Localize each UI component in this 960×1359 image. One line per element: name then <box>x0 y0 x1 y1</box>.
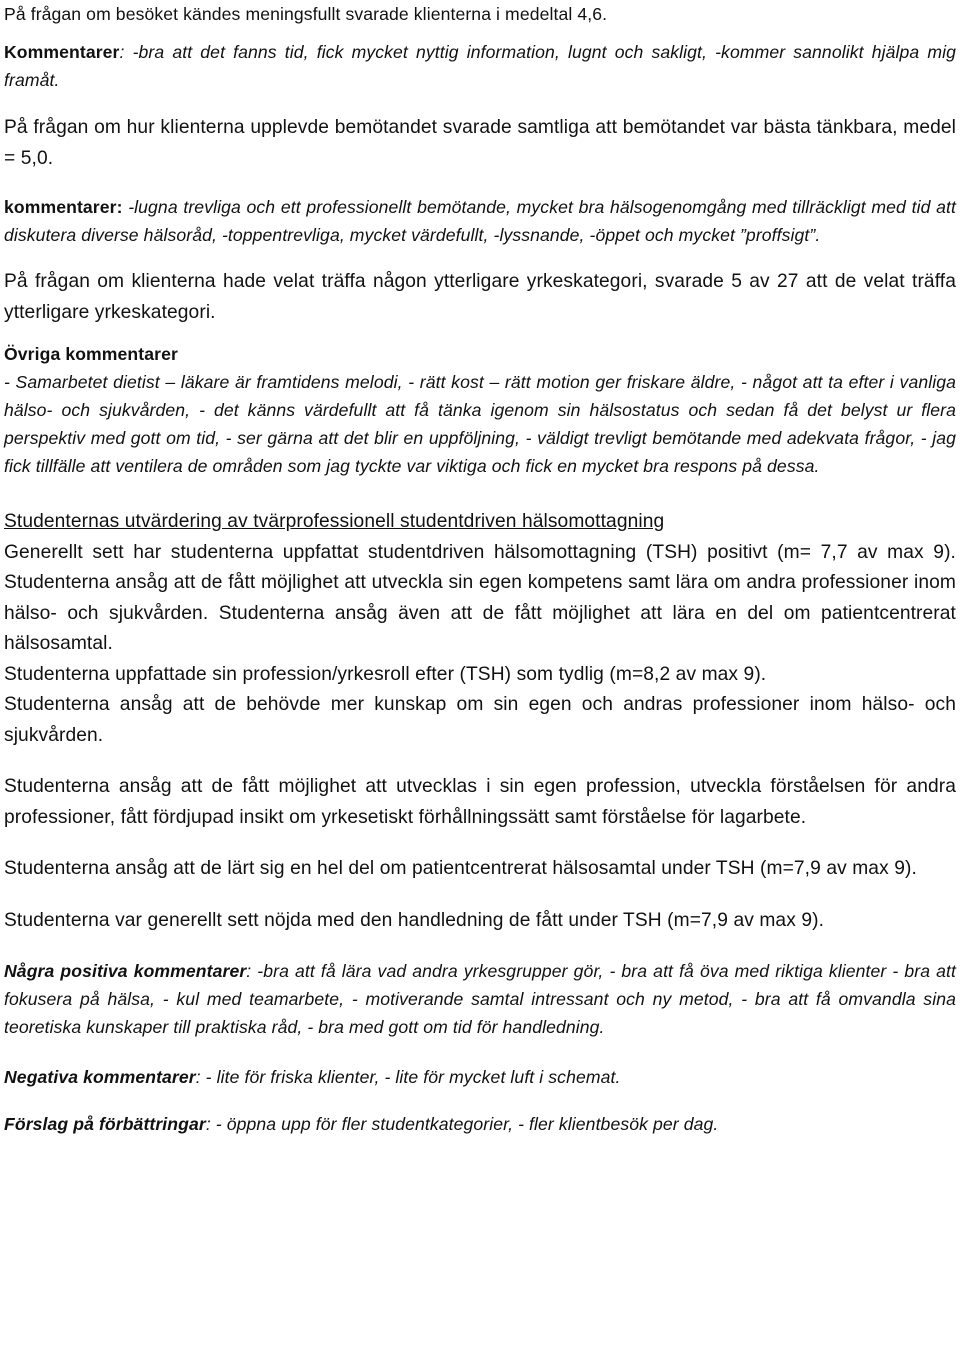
comments-text: -lugna trevliga och ett professionellt bemötande, mycket bra hälsogenomgång med tillräckligt med tid att diskutera diverse hälsoråd, -toppentrevliga, mycket värdefullt, -lyssnande, -öppet och mycket ”proffsigt”. <box>4 197 956 245</box>
paragraph-positive-comments <box>4 957 956 1041</box>
comments-label: kommentarer: <box>4 197 123 217</box>
negative-comments-text: : - lite för friska klienter, - lite för mycket luft i schemat. <box>195 1067 621 1087</box>
other-comments-heading: Övriga kommentarer <box>4 344 178 364</box>
positive-comments-text: : -bra att få lära vad andra yrkesgrupper gör, - bra att få öva med riktiga klienter - bra att fokusera på hälsa, - kul med teamarbete, - motiverande samtal intressant och ny metod, - bra att få omvandla sina teoretiska kunskaper till praktiska råd, - bra med gott om tid för handledning. <box>4 961 957 1037</box>
paragraph-negative-comments <box>4 1063 956 1091</box>
paragraph-comments-2 <box>4 193 956 249</box>
paragraph-students-develop: Studenterna ansåg att de fått möjlighet att utvecklas i sin egen profession, utveckla förståelsen för andra professioner, fått fördjupad insikt om yrkesetiskt förhållningssätt samt förståelse för lagarbete. <box>4 776 956 828</box>
comments-label: Kommentarer <box>4 42 120 62</box>
negative-comments-label: Negativa kommentarer <box>4 1067 196 1087</box>
other-comments-text: - Samarbetet dietist – läkare är framtidens melodi, - rätt kost – rätt motion ger friskare äldre, - något att ta efter i vanliga hälso- och sjukvården, - det känns värdefullt att få tänka igenom sin hälsostatus och sedan få det belyst ur flera perspektiv med gott om tid, - ser gärna att det blir en uppföljning, - väldigt trevligt bemötande med adekvata frågor, - jag fick tillfälle att ventilera de områden som jag tyckte var viktiga och fick en mycket bra respons på dessa. <box>4 372 956 476</box>
paragraph-comments-1 <box>4 38 956 94</box>
paragraph-other-profession: På frågan om klienterna hade velat träffa någon ytterligare yrkeskategori, svarade 5 av 27 att de velat träffa ytterligare yrkeskategori. <box>4 271 956 323</box>
paragraph-visit-meaningful: På frågan om besöket kändes meningsfullt svarade klienterna i medeltal 4,6. <box>4 4 608 24</box>
document-page <box>4 0 956 1138</box>
paragraph-treatment: På frågan om hur klienterna upplevde bemötandet svarade samtliga att bemötandet var bästa tänkbara, medel = 5,0. <box>4 117 956 169</box>
paragraph-students-supervision: Studenterna var generellt sett nöjda med den handledning de fått under TSH (m=7,9 av max 9). <box>4 909 825 931</box>
paragraph-students-knowledge: Studenterna ansåg att de behövde mer kunskap om sin egen och andras professioner inom hälso- och sjukvården. <box>4 694 956 746</box>
improvements-label: Förslag på förbättringar <box>4 1114 206 1134</box>
paragraph-students-profession: Studenterna uppfattade sin profession/yrkesroll efter (TSH) som tydlig (m=8,2 av max 9). <box>4 663 767 685</box>
paragraph-improvements <box>4 1110 956 1138</box>
comments-text: : -bra att det fanns tid, fick mycket nyttig information, lugnt och sakligt, -kommer sannolikt hjälpa mig framåt. <box>4 42 956 90</box>
section-heading: Studenternas utvärdering av tvärprofessionell studentdriven hälsomottagning <box>4 511 665 532</box>
paragraph-students-general: Generellt sett har studenterna uppfattat studentdriven hälsomottagning (TSH) positivt (m= 7,7 av max 9). Studenterna ansåg att de fått möjlighet att utveckla sin egen kompetens samt lära om andra professioner inom hälso- och sjukvården. Studenterna ansåg även att de fått möjlighet att lära en del om patientcentrerat hälsosamtal. <box>4 541 956 654</box>
paragraph-students-learned: Studenterna ansåg att de lärt sig en hel del om patientcentrerat hälsosamtal under TSH (m=7,9 av max 9). <box>4 858 917 879</box>
positive-comments-label: Några positiva kommentarer <box>4 961 247 981</box>
improvements-text: : - öppna upp för fler studentkategorier, - fler klientbesök per dag. <box>205 1114 719 1134</box>
